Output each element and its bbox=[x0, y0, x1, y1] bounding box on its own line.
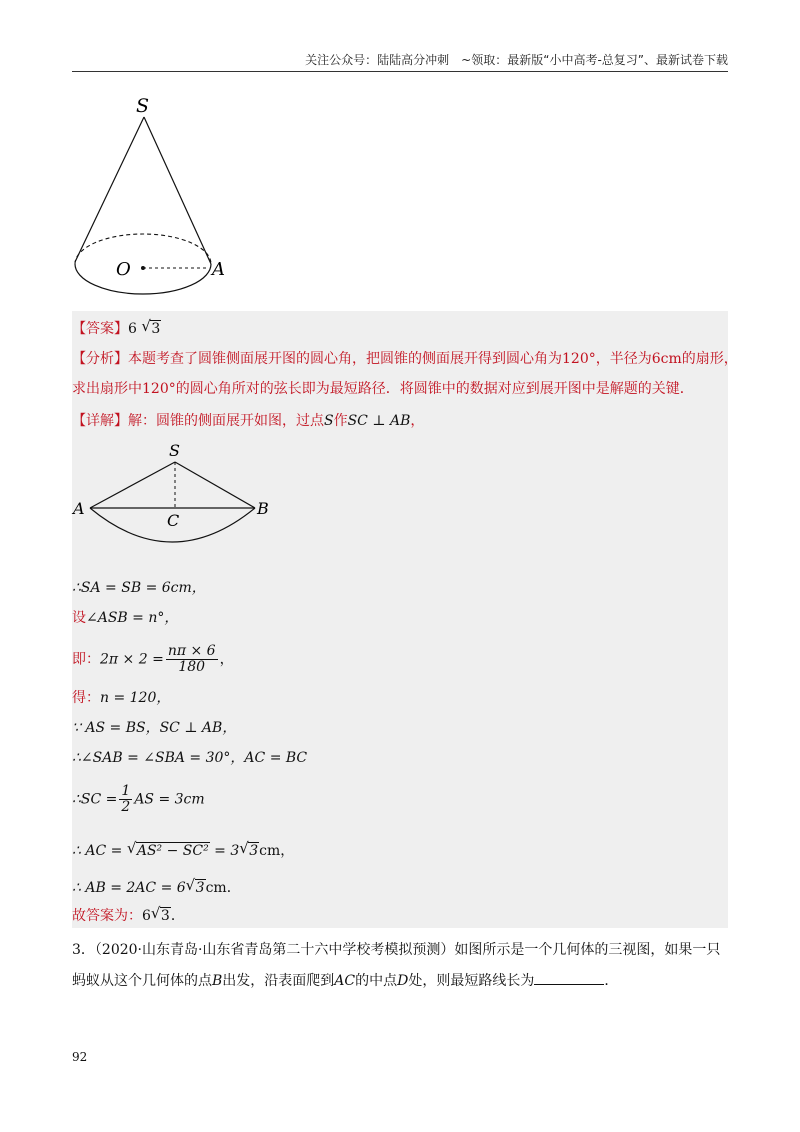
sector-label-a: A bbox=[73, 499, 85, 518]
step-7-left: ∴SC = bbox=[72, 791, 118, 808]
step-3-prefix: 即： bbox=[72, 651, 100, 668]
step-6: ∴∠SAB = ∠SBA = 30°，AC = BC bbox=[72, 750, 308, 766]
q3-text-d: 处，则最短路线长为 bbox=[408, 973, 535, 989]
step-3 bbox=[72, 644, 234, 675]
analysis-line1 bbox=[72, 348, 738, 370]
detail-action: 作 bbox=[333, 413, 348, 429]
q3-text-c: 的中点 bbox=[355, 973, 398, 989]
detail-relation: SC ⊥ AB bbox=[347, 413, 411, 429]
step-7-numerator: 1 bbox=[121, 783, 131, 799]
sector-label-s: S bbox=[169, 441, 180, 460]
step-8-radicand-2: 3 bbox=[249, 843, 259, 859]
question-3-line2 bbox=[72, 970, 728, 991]
cone-base-back bbox=[75, 234, 211, 264]
step-3-numerator: nπ × 6 bbox=[167, 643, 216, 659]
answer-line: 【答案】6 √ 3 bbox=[72, 317, 161, 337]
q3-point-b: B bbox=[212, 973, 223, 989]
page-header: 关注公众号：陆陆高分冲刺 ~领取：最新版“小中高考-总复习”、最新试卷下载 bbox=[305, 53, 728, 67]
detail-line bbox=[72, 410, 424, 432]
answer-coef: 6 bbox=[128, 321, 137, 337]
step-10-coef: 6 bbox=[142, 908, 151, 924]
step-9-left: ∴ AB = 2AC = 6 bbox=[72, 880, 186, 896]
analysis-tag: 【分析】 bbox=[72, 351, 128, 367]
detail-comma: ， bbox=[410, 413, 425, 429]
cone-center-dot bbox=[141, 266, 145, 270]
step-10-radicand: 3 bbox=[160, 908, 170, 924]
detail-point: S bbox=[324, 413, 334, 429]
q3-point-d: D bbox=[397, 973, 409, 989]
sector-label-c: C bbox=[167, 511, 180, 530]
sector-label-b: B bbox=[257, 499, 269, 518]
step-7 bbox=[72, 784, 205, 815]
q3-end: ． bbox=[604, 973, 619, 989]
step-9: ∴ AB = 2AC = 6 √ 3cm． bbox=[72, 876, 241, 896]
answer-tag: 【答案】 bbox=[72, 321, 128, 337]
cone-label-a: A bbox=[212, 259, 225, 280]
step-1: ∴SA = SB = 6cm， bbox=[72, 580, 206, 596]
cone-label-s: S bbox=[136, 95, 150, 117]
sector-edge-sb bbox=[175, 462, 255, 508]
step-3-left: 2π × 2 = bbox=[100, 651, 164, 668]
sector-figure bbox=[70, 436, 280, 556]
q3-answer-blank[interactable] bbox=[534, 970, 604, 985]
q3-text-a: 蚂蚁从这个几何体的点 bbox=[72, 973, 212, 989]
step-9-end: cm． bbox=[205, 880, 241, 896]
step-8-mid: = 3 bbox=[214, 843, 240, 859]
step-10-prefix: 故答案为： bbox=[72, 908, 142, 924]
detail-tag: 【详解】 bbox=[72, 413, 128, 429]
step-8-radicand: AS² − SC² bbox=[136, 843, 209, 859]
answer-radicand: 3 bbox=[151, 321, 161, 337]
step-7-denominator: 2 bbox=[121, 799, 131, 815]
step-10-end: ． bbox=[170, 908, 185, 924]
step-8-end: cm， bbox=[259, 843, 295, 859]
step-3-denominator: 180 bbox=[178, 659, 206, 675]
step-5: ∵ AS = BS，SC ⊥ AB， bbox=[72, 720, 237, 736]
q3-text-b: 出发，沿表面爬到 bbox=[222, 973, 335, 989]
step-8-left: ∴ AC = bbox=[72, 843, 123, 859]
step-4 bbox=[72, 687, 170, 709]
cone-label-o: O bbox=[116, 259, 131, 280]
step-2-body: ∠ASB = n°， bbox=[86, 610, 179, 626]
step-3-fraction bbox=[166, 644, 218, 675]
step-4-prefix: 得： bbox=[72, 690, 100, 706]
step-3-end: ， bbox=[219, 651, 234, 668]
header-rule bbox=[72, 71, 728, 72]
step-4-body: n = 120， bbox=[100, 690, 171, 706]
step-7-right: AS = 3cm bbox=[134, 791, 205, 808]
sector-edge-sa bbox=[90, 462, 175, 508]
step-2 bbox=[72, 607, 178, 629]
step-9-radicand: 3 bbox=[195, 880, 205, 896]
step-2-prefix: 设 bbox=[72, 610, 86, 626]
step-10: 故答案为：6 √ 3． bbox=[72, 904, 185, 924]
page-number: 92 bbox=[72, 1050, 88, 1064]
step-8: ∴ AC = √ AS² − SC² = 3 √ 3cm， bbox=[72, 839, 295, 859]
cone-left-edge bbox=[75, 117, 144, 262]
cone-figure bbox=[60, 92, 260, 302]
analysis-line2: 求出扇形中120°的圆心角所对的弦长即为最短路径．将圆锥中的数据对应到展开图中是解题的关键． bbox=[72, 381, 694, 397]
step-7-fraction bbox=[119, 784, 132, 815]
question-3-line1: 3．（2020·山东青岛·山东省青岛第二十六中学校考模拟预测）如图所示是一个几何体的三视图，如果一只 bbox=[72, 942, 721, 958]
detail-intro: 解：圆锥的侧面展开如图，过点 bbox=[128, 413, 324, 429]
analysis-text-1: 本题考查了圆锥侧面展开图的圆心角，把圆锥的侧面展开得到圆心角为120°，半径为6cm的扇形， bbox=[128, 351, 738, 367]
cone-right-edge bbox=[144, 117, 211, 264]
q3-seg-ac: AC bbox=[334, 973, 356, 989]
